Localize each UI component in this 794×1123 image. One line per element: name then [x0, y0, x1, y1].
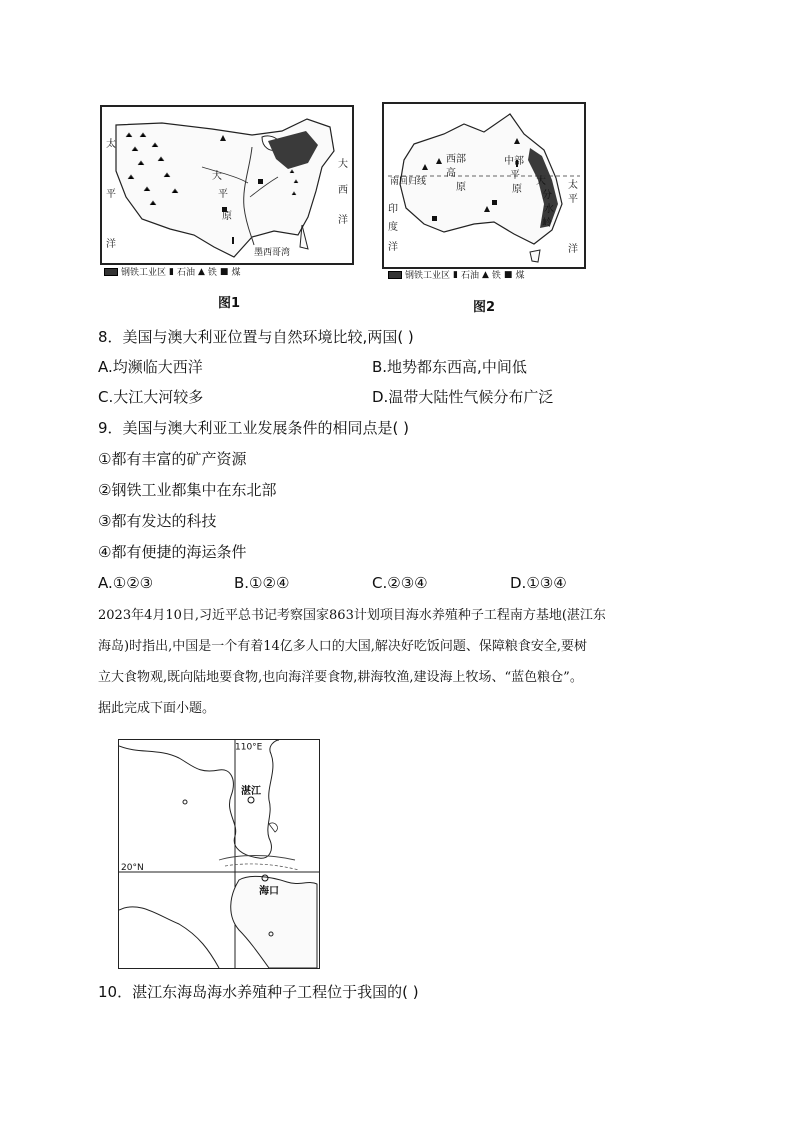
- lat-label: 20°N: [121, 863, 144, 873]
- passage-line-1: 2023年4月10日,习近平总书记考察国家863计划项目海水养殖种子工程南方基地(湛江东: [98, 608, 606, 623]
- q8-option-d: D.温带大陆性气候分布广泛: [372, 388, 554, 406]
- steel-swatch: [104, 268, 118, 276]
- small-island: [183, 800, 187, 804]
- usa-map-svg: [102, 107, 352, 263]
- q8-stem: 8．美国与澳大利亚位置与自然环境比较,两国( ): [98, 328, 414, 346]
- f2-central-1: 中: [504, 156, 514, 167]
- q8-option-c: C.大江大河较多: [98, 388, 204, 406]
- f2-tropic-label: 南回归线: [390, 177, 427, 187]
- f2-indian-2: 度: [388, 222, 398, 233]
- f2-central-4: 原: [512, 184, 522, 195]
- figure2-map: [382, 102, 586, 269]
- figure1-legend: [104, 265, 240, 278]
- q9-item-2: ②钢铁工业都集中在东北部: [98, 481, 277, 499]
- f1-pacific-3: 洋: [106, 239, 116, 250]
- f1-plain-2: 平: [218, 189, 228, 200]
- f2-divide-1: 大: [536, 176, 546, 187]
- oil-symbol: [232, 237, 234, 244]
- f2-indian-1: 印: [388, 204, 398, 215]
- q8-option-b: B.地势都东西高,中间低: [372, 358, 527, 376]
- figure2-legend: [388, 268, 524, 281]
- f2-central-2: 部: [514, 156, 524, 167]
- f1-pacific-1: 太: [106, 139, 116, 150]
- q9-option-d: D.①③④: [510, 574, 567, 592]
- legend-coal-label: 煤: [231, 268, 241, 278]
- q9-item-1: ①都有丰富的矿产资源: [98, 450, 247, 468]
- coal-symbol: [492, 200, 497, 205]
- f1-atlantic-3: 洋: [338, 215, 348, 226]
- f2-west-2: 部: [456, 154, 466, 165]
- f1-plain-3: 原: [222, 211, 232, 222]
- passage-line-4: 据此完成下面小题。: [98, 701, 216, 716]
- f2-west-1: 西: [446, 154, 456, 165]
- coal-symbol: [432, 216, 437, 221]
- legend-steel-label: 钢铁工业区: [121, 268, 167, 278]
- q9-item-4: ④都有便捷的海运条件: [98, 543, 247, 561]
- passage-line-3: 立大食物观,既向陆地要食物,也向海洋要食物,耕海牧渔,建设海上牧场、“蓝色粮仓”。: [98, 670, 583, 685]
- f2-divide-2: 分: [542, 190, 552, 201]
- q8-option-a: A.均濒临大西洋: [98, 358, 203, 376]
- f2-pacific-2: 平: [568, 194, 578, 205]
- q9-item-3: ③都有发达的科技: [98, 512, 217, 530]
- f1-atlantic-1: 大: [338, 159, 348, 170]
- gulf-coastline: [119, 907, 219, 968]
- leizhou-coastline: [119, 740, 279, 858]
- oil-icon: ▮: [169, 266, 174, 277]
- f2-central-3: 平: [510, 170, 520, 181]
- f2-legend-steel-label: 钢铁工业区: [405, 271, 451, 281]
- f2-indian-3: 洋: [388, 242, 398, 253]
- iron-icon: ▲: [481, 269, 489, 280]
- q10-stem: 10．湛江东海岛海水养殖种子工程位于我国的( ): [98, 983, 419, 1001]
- florida-outline: [300, 225, 308, 249]
- zhanjiang-city-marker: [248, 797, 254, 803]
- tasmania-outline: [530, 250, 540, 262]
- f2-legend-coal-label: 煤: [515, 271, 525, 281]
- f2-legend-oil-label: 石油: [460, 271, 479, 281]
- f2-legend-iron-label: 铁: [491, 271, 501, 281]
- figure2-caption: 图2: [473, 300, 496, 315]
- legend-oil-label: 石油: [176, 268, 195, 278]
- legend-iron-label: 铁: [207, 268, 217, 278]
- figure3-map: [118, 739, 320, 969]
- coal-symbol: [258, 179, 263, 184]
- haikou-label: 海口: [259, 886, 279, 897]
- f2-west-3: 高: [446, 168, 456, 179]
- q9-option-c: C.②③④: [372, 574, 428, 592]
- iron-icon: ▲: [197, 266, 205, 277]
- f2-pacific-3: 洋: [568, 244, 578, 255]
- f1-atlantic-2: 西: [338, 185, 348, 196]
- f2-pacific-1: 太: [568, 180, 578, 191]
- passage: [98, 600, 703, 724]
- q9-option-b: B.①②④: [234, 574, 290, 592]
- australia-map-svg: [384, 104, 584, 267]
- passage-line-2: 海岛)时指出,中国是一个有着14亿多人口的大国,解决好吃饭问题、保障粮食安全,要树: [98, 639, 588, 654]
- zhanjiang-label: 湛江: [241, 786, 261, 797]
- f2-west-4: 原: [456, 182, 466, 193]
- oil-icon: ▮: [453, 269, 458, 280]
- figure1-map: [100, 105, 354, 265]
- zhanjiang-map-svg: [119, 740, 319, 968]
- strait-dashed: [225, 864, 299, 870]
- coal-icon: ■: [219, 266, 229, 277]
- steel-swatch: [388, 271, 402, 279]
- f2-divide-3: 水: [544, 204, 554, 215]
- f2-divide-4: 岭: [542, 218, 552, 229]
- f1-plain-1: 大: [212, 171, 222, 182]
- f1-pacific-2: 平: [106, 189, 116, 200]
- coal-icon: ■: [503, 269, 513, 280]
- q9-option-a: A.①②③: [98, 574, 154, 592]
- lon-label: 110°E: [235, 742, 263, 753]
- figure1-caption: 图1: [218, 296, 241, 311]
- donghai-island: [269, 823, 277, 832]
- q9-stem: 9．美国与澳大利亚工业发展条件的相同点是( ): [98, 419, 410, 437]
- f1-gulf-label: 墨西哥湾: [254, 248, 291, 258]
